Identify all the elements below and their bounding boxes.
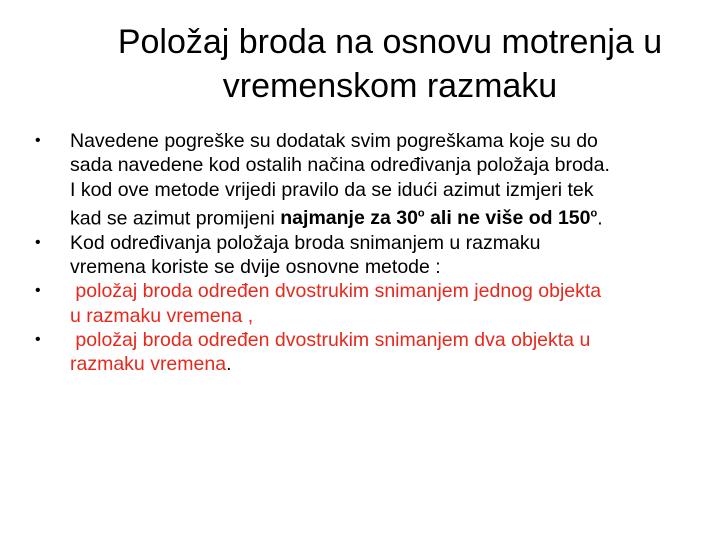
bullet-item-1: [0, 129, 720, 231]
title-line-2: vremenskom razmaku: [222, 67, 558, 105]
bullet-3-line-2: u razmaku vremena ,: [70, 304, 254, 327]
bullet-3-text: [70, 279, 690, 328]
bullet-1-line-1: Navedene pogreške su dodatak svim pogreškama koje su do: [70, 130, 598, 152]
bullet-dot-icon: •: [35, 233, 41, 251]
bullet-2-text: [70, 231, 690, 280]
bullet-1-line-4: [70, 202, 690, 231]
title-line-1: Položaj broda na osnovu motrenja u: [117, 23, 663, 61]
bullet-4-line-2-text: razmaku vremena: [70, 353, 227, 376]
bullet-4-line-2: [70, 352, 690, 376]
bullet-1-text: [70, 129, 690, 231]
bullet-1-line-2: sada navedene kod ostalih načina određivanja položaja broda.: [70, 154, 610, 177]
bullet-1-line-4-start: kad se azimut promijeni: [70, 207, 281, 230]
bullet-item-3: [0, 279, 720, 328]
bullet-item-2: [0, 231, 720, 280]
bullet-3-line-1: položaj broda određen dvostrukim snimanjem jednog objekta: [70, 280, 602, 303]
bullet-1-bold-text: [280, 207, 597, 229]
slide-title: [40, 20, 720, 108]
bullet-dot-icon: •: [35, 282, 41, 300]
degree-sup-1: o: [417, 207, 425, 220]
bullet-dot-icon: •: [35, 330, 41, 348]
bold-part-1: najmanje za 30: [280, 207, 418, 230]
bullet-1-period: .: [597, 207, 603, 230]
bullet-list: [0, 129, 720, 376]
bullet-2-line-2: vremena koriste se dvije osnovne metode :: [70, 255, 441, 278]
bullet-4-text: [70, 328, 690, 377]
bullet-4-period: .: [226, 353, 232, 376]
bullet-2-line-1: Kod određivanja položaja broda snimanjem u razmaku: [70, 231, 541, 254]
bullet-1-line-3: I kod ove metode vrijedi pravilo da se idući azimut izmjeri tek: [70, 178, 594, 201]
bold-part-2: ali ne više od 150: [424, 207, 591, 230]
bullet-4-line-1: položaj broda određen dvostrukim snimanjem dva objekta u: [70, 328, 591, 351]
degree-sup-2: o: [590, 207, 598, 220]
bullet-item-4: [0, 328, 720, 377]
bullet-dot-icon: •: [35, 132, 41, 149]
